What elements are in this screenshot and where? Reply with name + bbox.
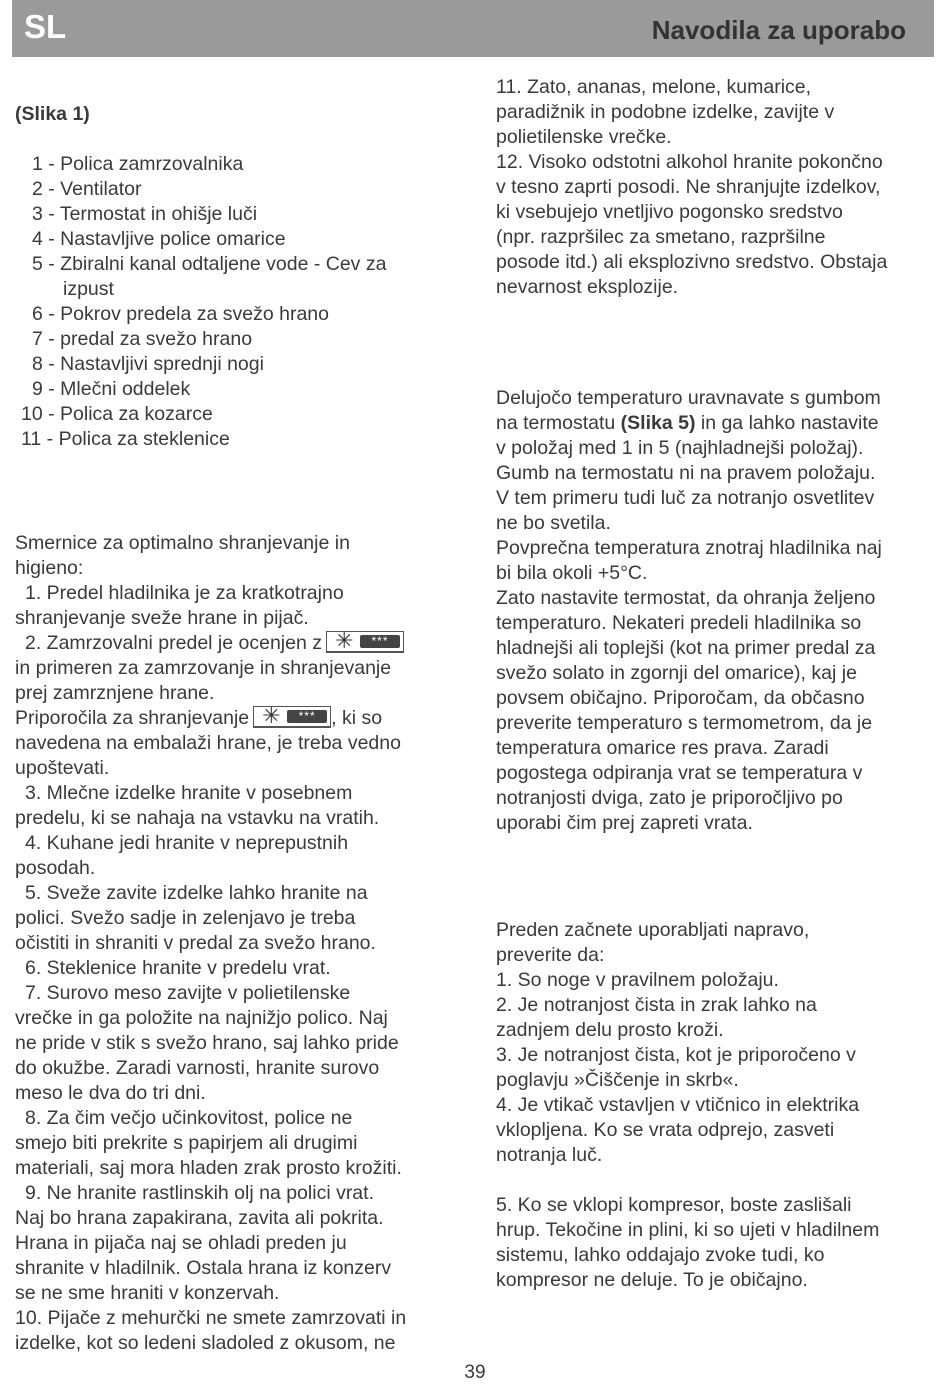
text-line: v položaj med 1 in 5 (najhladnejši položaj). [496, 437, 864, 459]
recommendation-text-end: , ki so [331, 707, 383, 729]
text-line: prej zamrznjene hrane. [15, 682, 215, 704]
language-code: SL [24, 8, 67, 45]
text-line: 3. Je notranjost čista, kot je priporočeno v [496, 1044, 856, 1066]
text-line: hrup. Tekočine in plini, ki so ujeti v hladilnem [496, 1219, 880, 1241]
text-line: v tesno zaprti posodi. Ne shranjujte izdelkov, [496, 176, 881, 198]
text-line: smejo biti prekrite s papirjem ali drugimi [15, 1132, 358, 1154]
text-line: Hrana in pijača naj se ohladi preden ju [15, 1232, 347, 1254]
thermostat-section [496, 386, 936, 836]
text-line: 9. Ne hranite rastlinskih olj na polici vrat. [25, 1182, 374, 1204]
parts-list-item: 5 - Zbiralni kanal odtaljene vode - Cev za [32, 253, 387, 275]
text-line: Gumb na termostatu ni na pravem položaju. [496, 462, 876, 484]
text-line: 5. Ko se vklopi kompresor, boste zaslišali [496, 1194, 852, 1216]
freezer-rating-text: 2. Zamrzovalni predel je ocenjen z [25, 632, 322, 654]
recommendation-text: Priporočila za shranjevanje [15, 707, 250, 729]
text-line: sistemu, lahko oddajajo zvoke tudi, ko [496, 1244, 825, 1266]
parts-list [15, 152, 470, 452]
text-line [15, 703, 470, 731]
text-line: Delujočo temperaturo uravnavate s gumbom [496, 387, 881, 409]
text-line [496, 411, 936, 436]
text-line: hladnejši ali toplejši (kot na primer predal za [496, 637, 876, 659]
storage-guidelines-continued [496, 75, 936, 300]
page-number: 39 [464, 1362, 486, 1383]
text-line: Naj bo hrana zapakirana, zavita ali pokrita. [15, 1207, 384, 1229]
parts-list-item: 8 - Nastavljivi sprednji nogi [32, 353, 264, 375]
text-span: na termostatu [496, 412, 621, 434]
text-line: 5. Sveže zavite izdelke lahko hranite na [25, 882, 368, 904]
freezer-star-rating-icon: ✳ *** [253, 706, 331, 728]
text-line: upoštevati. [15, 757, 110, 779]
text-line: Zato nastavite termostat, da ohranja željeno [496, 587, 876, 609]
text-line: Preden začnete uporabljati napravo, [496, 919, 810, 941]
parts-list-item: 2 - Ventilator [32, 178, 142, 200]
text-line: 11. Zato, ananas, melone, kumarice, [496, 76, 812, 98]
text-line [15, 628, 470, 656]
freezer-star-rating-icon: ✳ *** [326, 631, 404, 653]
text-line: 2. Je notranjost čista in zrak lahko na [496, 994, 817, 1016]
text-line: bi bila okoli +5°C. [496, 562, 648, 584]
text-line: 4. Je vtikač vstavljen v vtičnico in elektrika [496, 1094, 860, 1116]
text-line: uporabi čim prej zapreti vrata. [496, 812, 753, 834]
text-line: predelu, ki se nahaja na vstavku na vratih. [15, 807, 380, 829]
storage-guidelines [15, 531, 470, 1356]
text-line: navedena na embalaži hrane, je treba vedno [15, 732, 401, 754]
parts-list-item: izpust [63, 278, 114, 300]
text-line: ne pride v stik s svežo hrano, saj lahko pride [15, 1032, 399, 1054]
parts-list-item: 3 - Termostat in ohišje luči [32, 203, 258, 225]
text-line: 8. Za čim večjo učinkovitost, police ne [25, 1107, 353, 1129]
text-line: paradižnik in podobne izdelke, zavijte v [496, 101, 835, 123]
parts-list-item: 9 - Mlečni oddelek [32, 378, 191, 400]
text-line: do okužbe. Zaradi varnosti, hranite surovo [15, 1057, 380, 1079]
text-line: polietilenske vrečke. [496, 126, 672, 148]
text-line: ki vsebujejo vnetljivo pogonsko sredstvo [496, 201, 843, 223]
text-line: meso le dva do tri dni. [15, 1082, 206, 1104]
text-line: 7. Surovo meso zavijte v polietilenske [25, 982, 351, 1004]
pre-use-checklist [496, 918, 936, 1293]
text-line: posodah. [15, 857, 96, 879]
text-line: zadnjem delu prosto kroži. [496, 1019, 724, 1041]
parts-list-item: 1 - Polica zamrzovalnika [32, 153, 244, 175]
text-line: povsem običajno. Priporočam, da občasno [496, 687, 865, 709]
parts-list-item: 4 - Nastavljive police omarice [32, 228, 286, 250]
text-line: poglavju »Čiščenje in skrb«. [496, 1069, 739, 1091]
figure-reference: (Slika 5) [620, 412, 696, 434]
parts-list-item: 6 - Pokrov predela za svežo hrano [32, 303, 329, 325]
parts-list-item: 7 - predal za svežo hrano [32, 328, 253, 350]
text-line: polici. Svežo sadje in zelenjavo je treba [15, 907, 356, 929]
text-line: temperatura omarice res prava. Zaradi [496, 737, 829, 759]
parts-list-item: 10 - Polica za kozarce [21, 403, 213, 425]
text-line: svežo solato in zgornji del omarice), kaj je [496, 662, 857, 684]
parts-list-item: 11 - Polica za steklenice [21, 428, 230, 450]
text-line: vklopljena. Ko se vrata odprejo, zasveti [496, 1119, 835, 1141]
text-line: izdelke, kot so ledeni sladoled z okusom, ne [15, 1332, 396, 1354]
text-line: 3. Mlečne izdelke hranite v posebnem [25, 782, 353, 804]
header-bar [12, 0, 934, 57]
text-line: Smernice za optimalno shranjevanje in [15, 532, 350, 554]
text-line: shranite v hladilnik. Ostala hrana iz konzerv [15, 1257, 392, 1279]
text-line: (npr. razpršilec za smetano, razpršilne [496, 226, 826, 248]
text-line: Povprečna temperatura znotraj hladilnika naj [496, 537, 882, 559]
text-line: posode itd.) ali eksplozivno sredstvo. Obstaja [496, 251, 888, 273]
text-line: nevarnost eksplozije. [496, 276, 679, 298]
text-line: preverite temperaturo s termometrom, da je [496, 712, 873, 734]
text-line: 1. So noge v pravilnem položaju. [496, 969, 779, 991]
page-title: Navodila za uporabo [651, 15, 906, 45]
text-line: notranja luč. [496, 1144, 603, 1166]
text-line: ne bo svetila. [496, 512, 611, 534]
text-line: materiali, saj mora hladen zrak prosto krožiti. [15, 1157, 402, 1179]
text-line: in primeren za zamrzovanje in shranjevanje [15, 657, 392, 679]
text-line: 10. Pijače z mehurčki ne smete zamrzovati in [15, 1307, 407, 1329]
left-column [15, 102, 470, 452]
text-line: se ne sme hraniti v konzervah. [15, 1282, 280, 1304]
text-line: 4. Kuhane jedi hranite v neprepustnih [25, 832, 349, 854]
text-line: V tem primeru tudi luč za notranjo osvetlitev [496, 487, 875, 509]
text-span: in ga lahko nastavite [695, 412, 879, 434]
text-line: očistiti in shraniti v predal za svežo hrano. [15, 932, 376, 954]
text-line: shranjevanje sveže hrane in pijač. [15, 607, 309, 629]
text-line: notranjosti dviga, zato je priporočljivo po [496, 787, 843, 809]
text-line: preverite da: [496, 944, 605, 966]
text-line: higieno: [15, 557, 84, 579]
text-line: vrečke in ga položite na najnižjo polico. Naj [15, 1007, 388, 1029]
text-line: temperaturo. Nekateri predeli hladilnika so [496, 612, 862, 634]
text-line: 12. Visoko odstotni alkohol hranite pokončno [496, 151, 883, 173]
figure-reference: (Slika 1) [15, 103, 90, 125]
text-line: 1. Predel hladilnika je za kratkotrajno [25, 582, 344, 604]
text-line: pogostega odpiranja vrat se temperatura v [496, 762, 863, 784]
text-line: kompresor ne deluje. To je običajno. [496, 1269, 808, 1291]
text-line: 6. Steklenice hranite v predelu vrat. [25, 957, 331, 979]
